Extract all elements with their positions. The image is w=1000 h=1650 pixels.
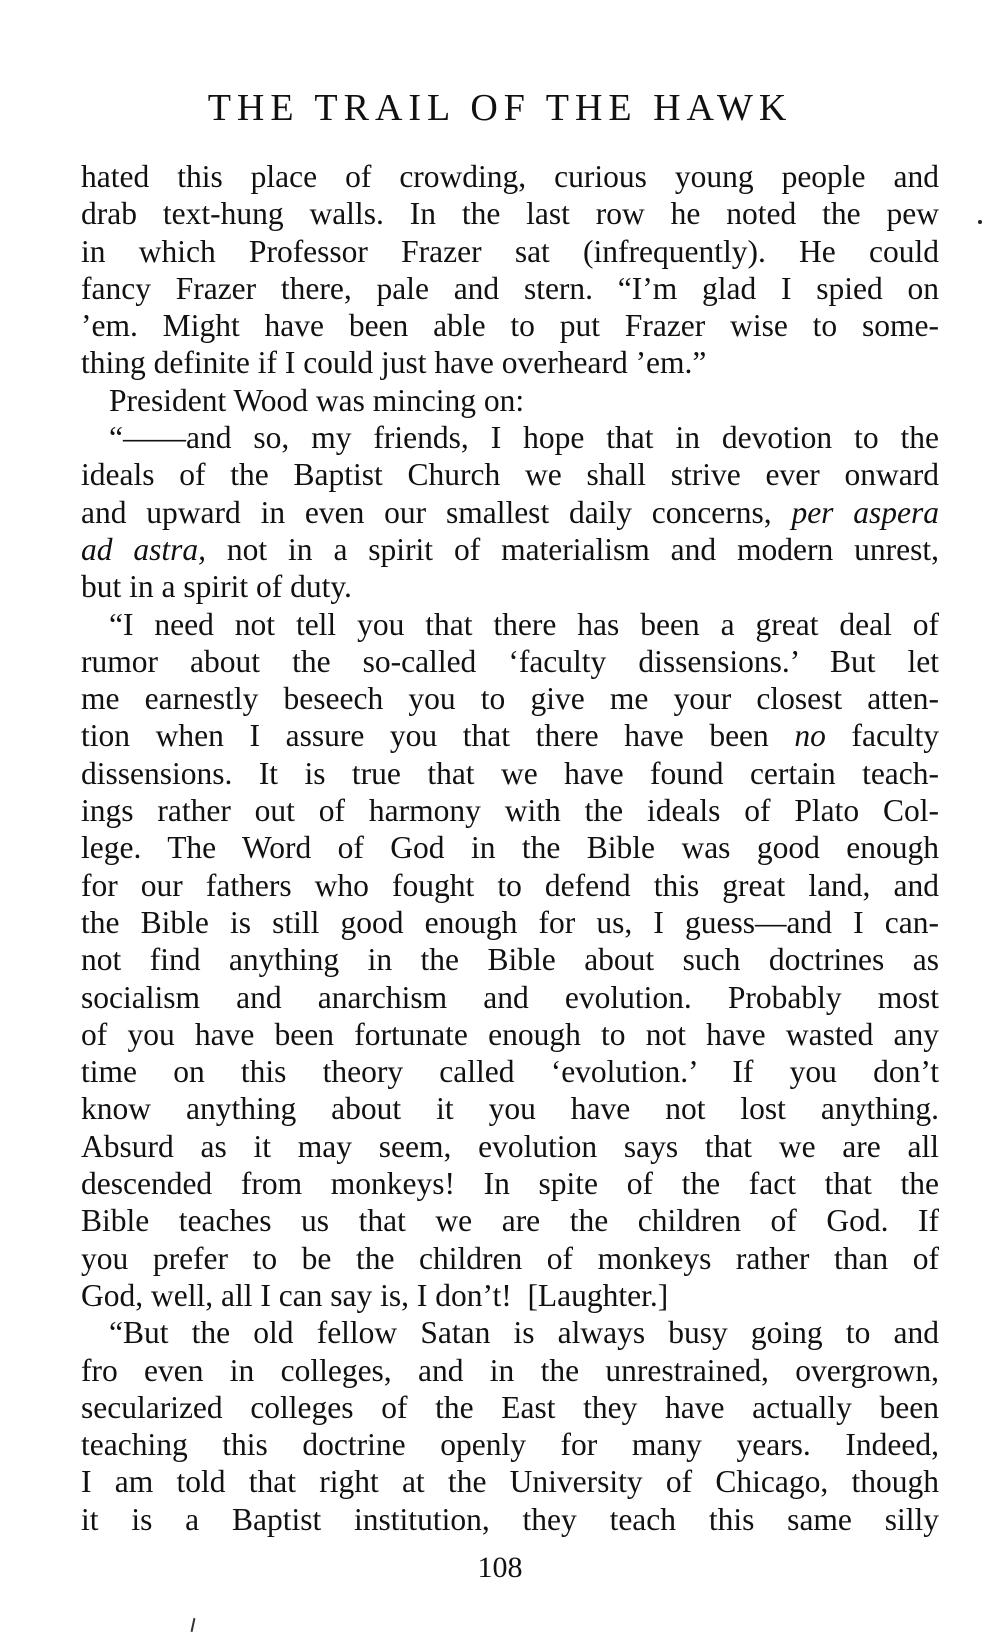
- text-line: [81, 494, 939, 531]
- text-run: and upward in even our smallest daily concerns,: [81, 494, 792, 530]
- text-run: thing definite if I could just have overheard ’em.”: [81, 345, 707, 381]
- text-run: ings rather out of harmony with the ideals of Plato Col-: [81, 793, 939, 829]
- text-line: [81, 1016, 939, 1053]
- body-text: [81, 158, 939, 1538]
- text-run: it is a Baptist institution, they teach this same silly: [81, 1501, 939, 1537]
- text-line: [81, 195, 939, 232]
- text-line: [81, 158, 939, 195]
- text-run: “But the old fellow Satan is always busy going to and: [109, 1315, 939, 1351]
- text-run: you prefer to be the children of monkeys rather than of: [81, 1240, 939, 1276]
- text-line: [81, 456, 939, 493]
- text-run: me earnestly beseech you to give me your closest atten-: [81, 681, 939, 717]
- text-run: secularized colleges of the East they have actually been: [81, 1389, 939, 1425]
- text-line: [81, 1090, 939, 1127]
- text-run: but in a spirit of duty.: [81, 569, 352, 605]
- text-line: [81, 382, 939, 419]
- text-line: [81, 1463, 939, 1500]
- italic-phrase: ad astra,: [81, 531, 207, 567]
- margin-speck: [978, 220, 982, 224]
- text-line: [81, 1352, 939, 1389]
- text-line: [81, 1240, 939, 1277]
- text-line: [81, 792, 939, 829]
- italic-phrase: per aspera: [791, 494, 939, 530]
- text-run: socialism and anarchism and evolution. Probably most: [81, 979, 939, 1015]
- page-number: 108: [477, 1551, 523, 1584]
- text-run: for our fathers who fought to defend this great land, and: [81, 867, 939, 903]
- text-run: descended from monkeys! In spite of the fact that the: [81, 1166, 939, 1202]
- text-run: time on this theory called ‘evolution.’ If you don’t: [81, 1054, 939, 1090]
- text-run: “I need not tell you that there has been a great deal of: [109, 606, 939, 642]
- text-line: [81, 829, 939, 866]
- text-run: I am told that right at the University of Chicago, though: [81, 1464, 939, 1500]
- text-line: [81, 233, 939, 270]
- running-head: THE TRAIL OF THE HAWK: [207, 87, 793, 129]
- text-run: drab text-hung walls. In the last row he noted the pew: [81, 196, 939, 232]
- text-line: [81, 1501, 939, 1538]
- text-line: [81, 1053, 939, 1090]
- text-run: dissensions. It is true that we have found certain teach-: [81, 755, 939, 791]
- text-run: Absurd as it may seem, evolution says that we are all: [81, 1128, 939, 1164]
- text-line: [81, 867, 939, 904]
- text-run: in which Professor Frazer sat (infrequently). He could: [81, 233, 939, 269]
- text-line: [81, 680, 939, 717]
- text-line: [81, 643, 939, 680]
- text-line: [81, 568, 939, 605]
- text-line: [81, 307, 939, 344]
- text-line: [81, 270, 939, 307]
- text-run: know anything about it you have not lost anything.: [81, 1091, 939, 1127]
- text-line: [81, 606, 939, 643]
- text-line: [81, 1202, 939, 1239]
- text-line: [81, 1165, 939, 1202]
- text-line: [81, 1426, 939, 1463]
- margin-tick-mark: [191, 1618, 196, 1632]
- text-run: not find anything in the Bible about such doctrines as: [81, 942, 939, 978]
- text-line: [81, 1277, 939, 1314]
- text-line: [81, 1389, 939, 1426]
- text-run: rumor about the so-called ‘faculty dissensions.’ But let: [81, 643, 939, 679]
- text-line: [81, 1128, 939, 1165]
- text-line: [81, 755, 939, 792]
- text-run: fro even in colleges, and in the unrestrained, overgrown,: [81, 1352, 939, 1388]
- text-run: “——and so, my friends, I hope that in devotion to the: [109, 420, 939, 456]
- text-run: teaching this doctrine openly for many years. Indeed,: [81, 1427, 939, 1463]
- text-line: [81, 717, 939, 754]
- text-line: [81, 979, 939, 1016]
- text-run: the Bible is still good enough for us, I guess—and I can-: [81, 904, 939, 940]
- text-run: Bible teaches us that we are the children of God. If: [81, 1203, 939, 1239]
- text-run: lege. The Word of God in the Bible was good enough: [81, 830, 939, 866]
- text-run: ideals of the Baptist Church we shall strive ever onward: [81, 457, 939, 493]
- text-line: [81, 941, 939, 978]
- text-line: [81, 1314, 939, 1351]
- text-run: faculty: [825, 718, 939, 754]
- text-run: ’em. Might have been able to put Frazer wise to some-: [81, 308, 939, 344]
- italic-phrase: no: [794, 718, 826, 754]
- text-line: [81, 531, 939, 568]
- text-line: [81, 904, 939, 941]
- text-run: not in a spirit of materialism and modern unrest,: [206, 531, 939, 567]
- text-run: President Wood was mincing on:: [109, 382, 525, 418]
- text-run: hated this place of crowding, curious young people and: [81, 159, 939, 194]
- text-run: tion when I assure you that there have been: [81, 718, 795, 754]
- text-run: God, well, all I can say is, I don’t! [Laughter.]: [81, 1277, 669, 1313]
- text-run: of you have been fortunate enough to not have wasted any: [81, 1016, 939, 1052]
- text-run: fancy Frazer there, pale and stern. “I’m glad I spied on: [81, 270, 939, 306]
- text-line: [81, 344, 939, 381]
- text-line: [81, 419, 939, 456]
